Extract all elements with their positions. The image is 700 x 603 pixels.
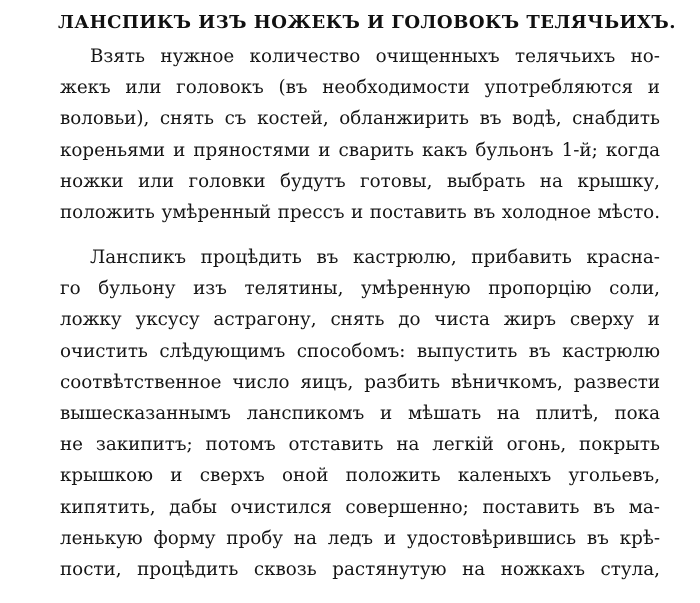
text-line: ложку уксусу астрагону, снять до чиста жиръ сверху и: [60, 309, 660, 331]
text-line: кореньями и пряностями и сварить какъ бульонъ 1-й; когда: [60, 139, 660, 161]
text-line: вышесказаннымъ ланспикомъ и мѣшать на плитѣ, пока: [60, 402, 660, 424]
text-line: кипятить, дабы очистился совершенно; поставить въ ма-: [60, 496, 660, 518]
recipe-title: ЛАНСПИКЪ ИЗЪ НОЖЕКЪ И ГОЛОВОКЪ ТЕЛЯЧЬИХЪ.: [58, 12, 677, 33]
text-line: воловьи), снять съ костей, обланжирить въ водѣ, снабдить: [60, 108, 660, 130]
text-line: не закипитъ; потомъ отставить на легкій огонь, покрыть: [60, 434, 660, 456]
text-line: Взять нужное количество очищенныхъ телячьихъ но-: [90, 46, 660, 67]
text-line: пости, процѣдить сквозь растянутую на ножкахъ стула,: [60, 558, 660, 580]
text-line: очистить слѣдующимъ способомъ: выпустить въ кастрюлю: [60, 340, 660, 362]
paragraph-1: [60, 41, 660, 228]
text-line: крышкою и сверхъ оной положить каленыхъ угольевъ,: [60, 465, 660, 487]
text-line: положить умѣренный прессъ и поставить въ холодное мѣсто.: [60, 201, 660, 223]
text-line: Ланспикъ процѣдить въ кастрюлю, прибавить красна-: [90, 247, 660, 268]
text-line: ножки или головки будутъ готовы, выбрать на крышку,: [60, 170, 660, 192]
text-line: го бульону изъ телятины, умѣренную пропорцію соли,: [60, 278, 660, 300]
text-line: соотвѣтственное число яицъ, разбить вѣничкомъ, развести: [60, 371, 660, 393]
paragraph-2: [60, 242, 660, 585]
text-line: жекъ или головокъ (въ необходимости употребляются и: [60, 77, 660, 99]
text-line: ленькую форму пробу на ледъ и удостовѣрившись въ крѣ-: [60, 527, 660, 549]
